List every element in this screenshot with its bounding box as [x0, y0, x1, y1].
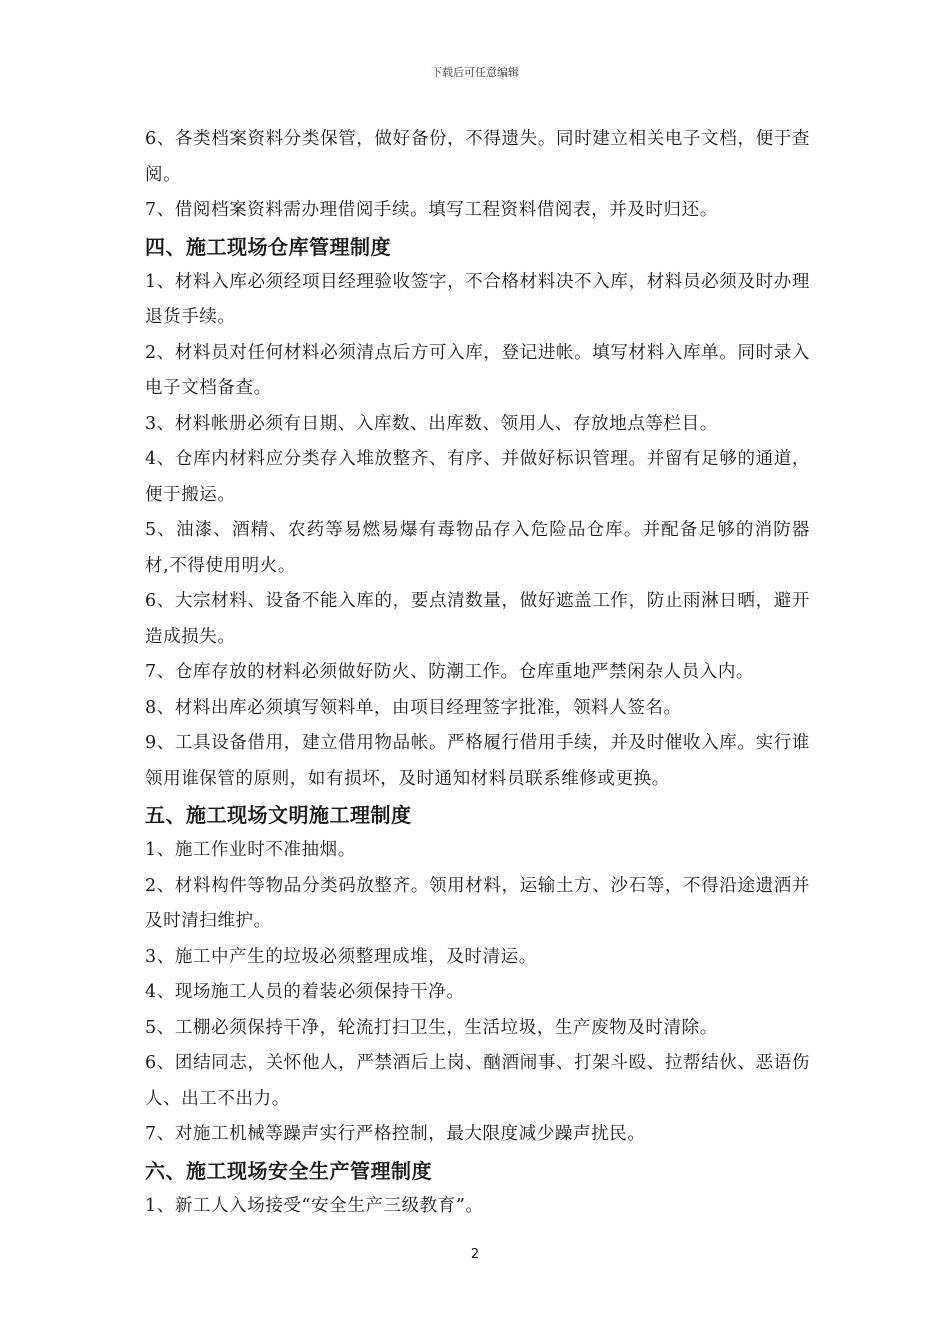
paragraph: 8、材料出库必须填写领料单，由项目经理签字批准，领料人签名。	[145, 697, 682, 718]
page-header: 下载后可任意编辑	[431, 66, 519, 79]
paragraph: 3、材料帐册必须有日期、入库数、出库数、领用人、存放地点等栏目。	[145, 413, 718, 434]
paragraph: 1、材料入库必须经项目经理验收签字，不合格材料决不入库，材料员必须及时办理退货手续。	[145, 271, 810, 327]
page-number: 2	[470, 1247, 480, 1262]
paragraph: 4、现场施工人员的着装必须保持干净。	[145, 982, 465, 1002]
document-body	[145, 122, 810, 1224]
paragraph: 3、施工中产生的垃圾必须整理成堆，及时清运。	[145, 946, 537, 967]
paragraph: 5、工棚必须保持干净，轮流打扫卫生，生活垃圾，生产废物及时清除。	[145, 1017, 718, 1038]
paragraph: 6、大宗材料、设备不能入库的，要点清数量，做好遮盖工作，防止雨淋日晒，避开造成损失。	[145, 591, 810, 647]
paragraph: 7、对施工机械等躁声实行严格控制，最大限度减少躁声扰民。	[145, 1124, 646, 1144]
paragraph: 7、仓库存放的材料必须做好防火、防潮工作。仓库重地严禁闲杂人员入内。	[145, 662, 755, 682]
section-heading: 四、施工现场仓库管理制度	[145, 234, 391, 259]
paragraph: 2、材料员对任何材料必须清点后方可入库，登记进帐。填写材料入库单。同时录入电子文档备查。	[145, 342, 810, 398]
paragraph: 6、各类档案资料分类保管，做好备份，不得遗失。同时建立相关电子文档，便于查阅。	[145, 129, 810, 185]
paragraph: 2、材料构件等物品分类码放整齐。领用材料，运输土方、沙石等，不得沿途遗洒并及时清扫维护。	[145, 875, 810, 931]
paragraph: 1、新工人入场接受“安全生产三级教育”。	[145, 1195, 484, 1216]
paragraph: 5、油漆、酒精、农药等易燃易爆有毒物品存入危险品仓库。并配备足够的消防器材,不得使用明火。	[145, 520, 810, 576]
paragraph: 4、仓库内材料应分类存入堆放整齐、有序、并做好标识管理。并留有足够的通道，便于搬运。	[145, 449, 810, 505]
paragraph: 7、借阅档案资料需办理借阅手续。填写工程资料借阅表，并及时归还。	[145, 200, 718, 220]
paragraph: 6、团结同志，关怀他人，严禁酒后上岗、酗酒闹事、打架斗殴、拉帮结伙、恶语伤人、出工不出力。	[145, 1053, 810, 1109]
paragraph: 9、工具设备借用，建立借用物品帐。严格履行借用手续，并及时催收入库。实行谁领用谁保管的原则，如有损坏，及时通知材料员联系维修或更换。	[145, 733, 810, 789]
section-heading: 五、施工现场文明施工理制度	[145, 803, 412, 827]
paragraph: 1、施工作业时不准抽烟。	[145, 840, 356, 860]
section-heading: 六、施工现场安全生产管理制度	[145, 1158, 432, 1183]
